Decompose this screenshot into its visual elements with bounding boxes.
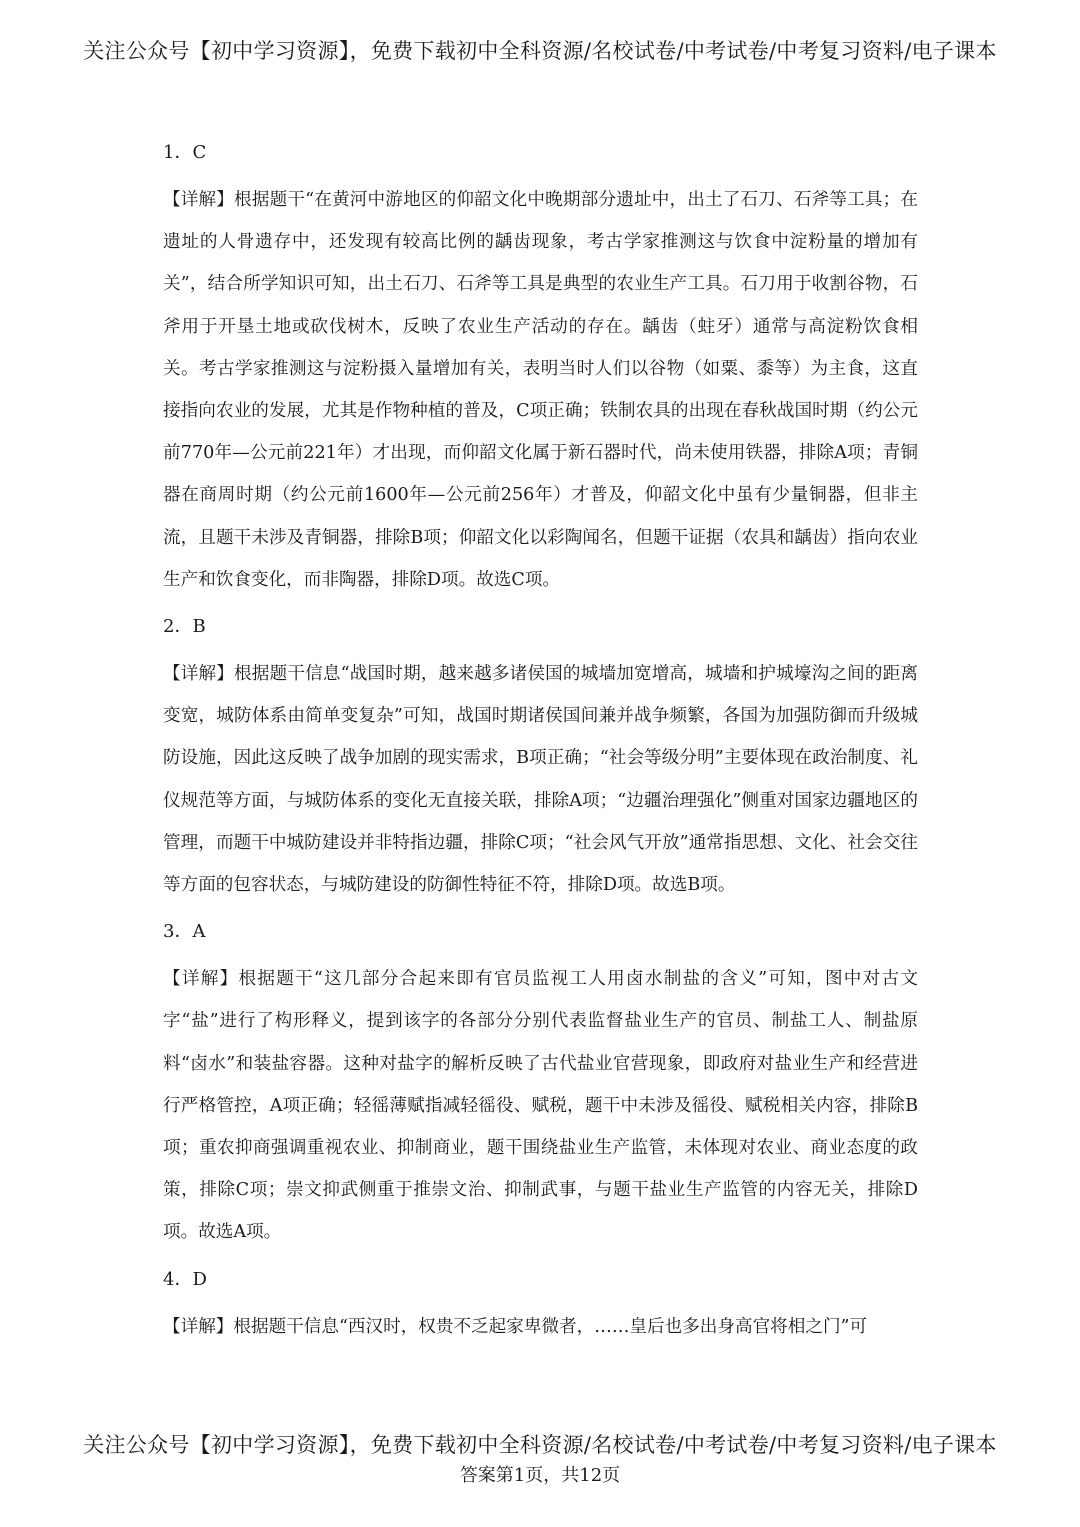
answer-explanation: 【详解】根据题干“这几部分合起来即有官员监视工人用卤水制盐的含义”可知，图中对古文字“盐”进行了构形释义，提到该字的各部分分别代表监督盐业生产的官员、制盐工人、制盐原料“卤水”和装盐容器。这种对盐字的解析反映了古代盐业官营现象，即政府对盐业生产和经营进行严格管控，A项正确；轻徭薄赋指减轻徭役、赋税，题干中未涉及徭役、赋税相关内容，排除B项；重农抑商强调重视农业、抑制商业，题干围绕盐业生产监管，未体现对农业、商业态度的政策，排除C项；崇文抑武侧重于推崇文治、抑制武事，与题干盐业生产监管的内容无关，排除D项。故选A项。 <box>163 969 918 1243</box>
answer-number: 3．A <box>163 921 206 943</box>
answer-explanation: 【详解】根据题干信息“战国时期，越来越多诸侯国的城墙加宽增高，城墙和护城壕沟之间的距离变宽，城防体系由简单变复杂”可知，战国时期诸侯国间兼并战争频繁，各国为加强防御而升级城防设施，因此这反映了战争加剧的现实需求，B项正确；“社会等级分明”主要体现在政治制度、礼仪规范等方面，与城防体系的变化无直接关联，排除A项；“边疆治理强化”侧重对国家边疆地区的管理，而题干中城防建设并非特指边疆，排除C项；“社会风气开放”通常指思想、文化、社会交往等方面的包容状态，与城防建设的防御性特征不符，排除D项。故选B项。 <box>163 664 918 896</box>
answer-number: 4．D <box>163 1268 207 1290</box>
answer-explanation: 【详解】根据题干信息“西汉时，权贵不乏起家卑微者，……皇后也多出身高官将相之门”可 <box>163 1316 868 1337</box>
answer-number: 2．B <box>163 616 206 638</box>
answer-item-1 <box>163 138 918 601</box>
answer-number: 1．C <box>163 142 207 163</box>
answer-item-3 <box>163 917 918 1253</box>
page-number: 答案第1页，共12页 <box>459 1465 621 1486</box>
answer-item-2 <box>163 612 918 906</box>
answer-explanation: 【详解】根据题干“在黄河中游地区的仰韶文化中晚期部分遗址中，出土了石刀、石斧等工具；在遗址的人骨遗存中，还发现有较高比例的龋齿现象，考古学家推测这与饮食中淀粉量的增加有关”，结合所学知识可知，出土石刀、石斧等工具是典型的农业生产工具。石刀用于收割谷物，石斧用于开垦土地或砍伐树木，反映了农业生产活动的存在。龋齿（蛀牙）通常与高淀粉饮食相关。考古学家推测这与淀粉摄入量增加有关，表明当时人们以谷物（如粟、黍等）为主食，这直接指向农业的发展，尤其是作物种植的普及，C项正确；铁制农具的出现在春秋战国时期（约公元前770年—公元前221年）才出现，而仰韶文化属于新石器时代，尚未使用铁器，排除A项；青铜器在商周时期（约公元前1600年—公元前256年）才普及，仰韶文化中虽有少量铜器，但非主流，且题干未涉及青铜器，排除B项；仰韶文化以彩陶闻名，但题干证据（农具和龋齿）指向农业生产和饮食变化，而非陶器，排除D项。故选C项。 <box>163 190 918 590</box>
answer-content <box>163 138 918 1359</box>
answer-item-4 <box>163 1265 918 1348</box>
bottom-promo-banner: 关注公众号【初中学习资源】，免费下载初中全科资源/名校试卷/中考试卷/中考复习资料/电子课本 <box>83 1433 997 1457</box>
top-promo-banner: 关注公众号【初中学习资源】，免费下载初中全科资源/名校试卷/中考试卷/中考复习资料/电子课本 <box>83 39 997 63</box>
